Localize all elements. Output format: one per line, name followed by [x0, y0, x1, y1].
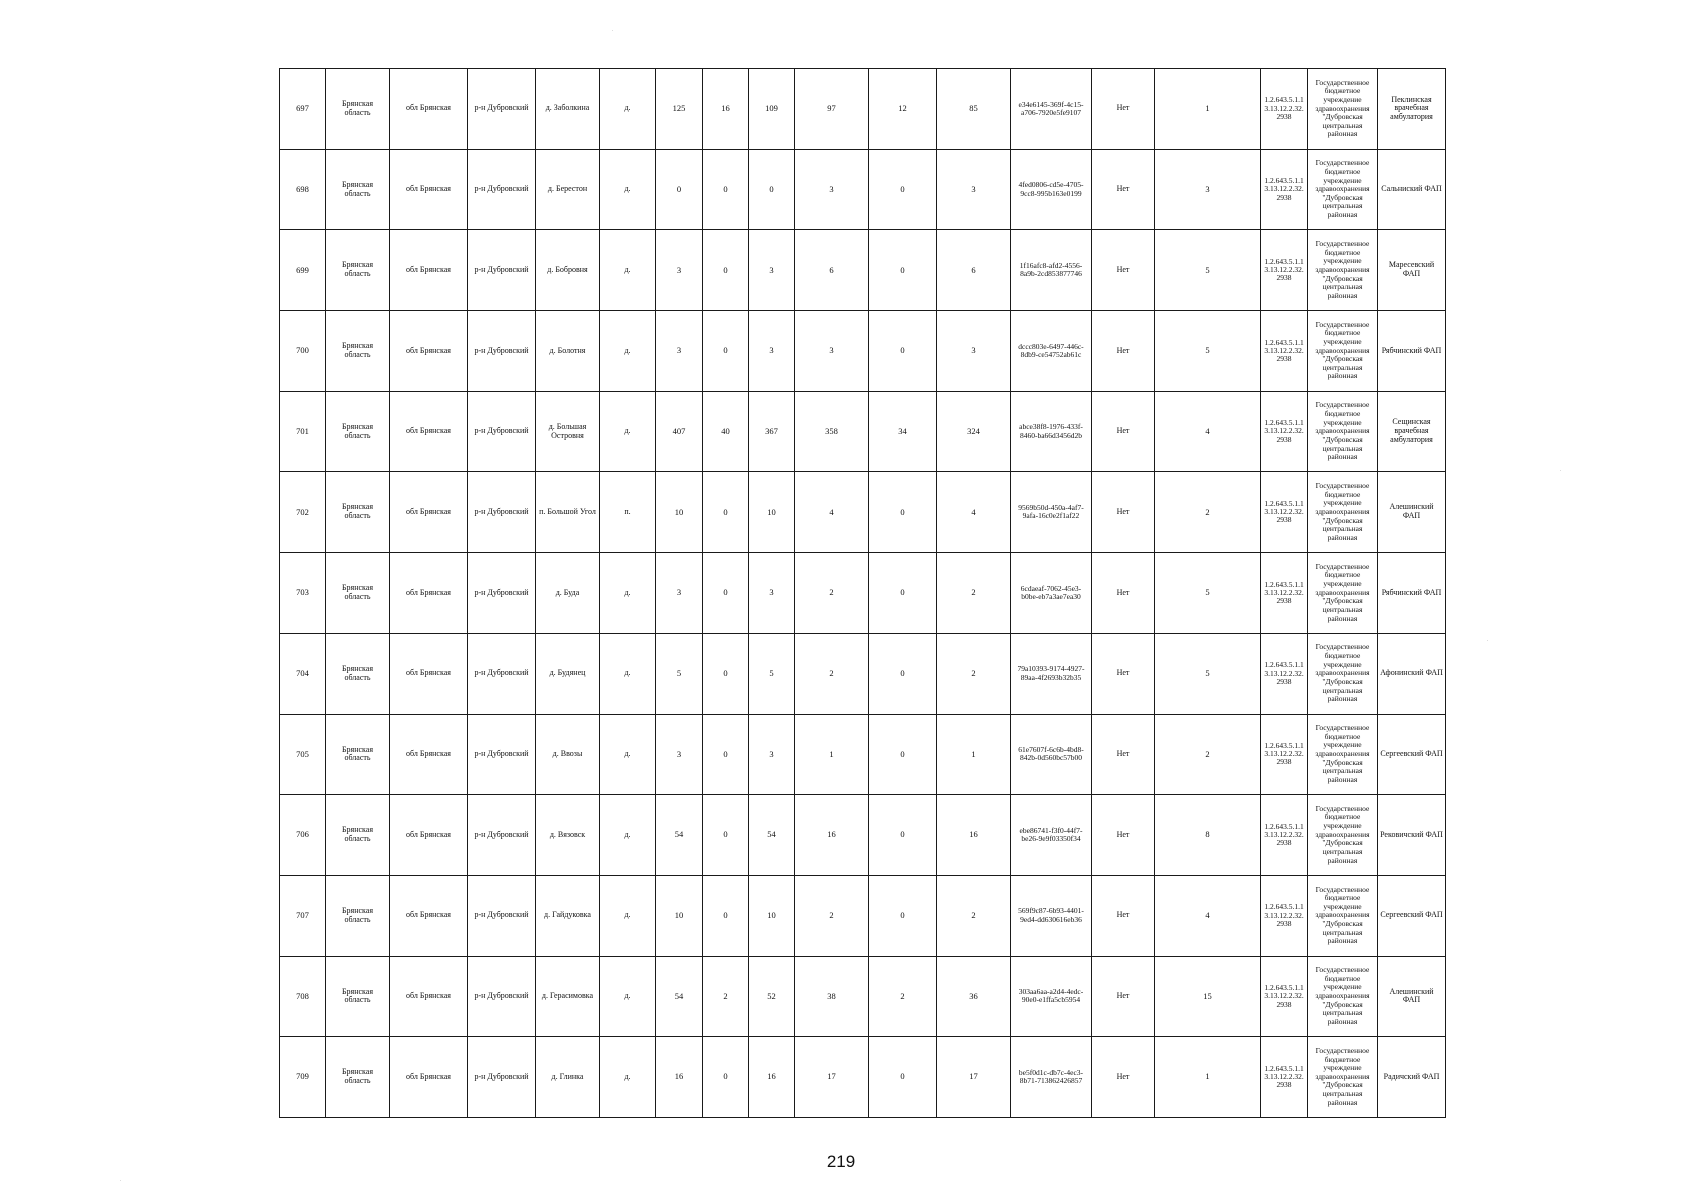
flag-cell: Нет	[1092, 1037, 1155, 1118]
oblast-cell: обл Брянская	[390, 633, 468, 714]
row-number: 697	[280, 69, 326, 150]
oblast-cell: обл Брянская	[390, 149, 468, 230]
count-cell: 2	[1155, 714, 1261, 795]
organization-cell: Государственное бюджетное учреждение здравоохранения "Дубровская центральная районная	[1308, 472, 1378, 553]
settlement-cell: д. Большая Островня	[536, 391, 600, 472]
settlement-type-cell: д.	[600, 956, 656, 1037]
facility-cell: Алешинский ФАП	[1378, 956, 1446, 1037]
value-cell: 0	[703, 230, 749, 311]
guid-cell: abce38f8-1976-433f-8460-ba66d3456d2b	[1011, 391, 1092, 472]
settlement-cell: д. Заболкина	[536, 69, 600, 150]
flag-cell: Нет	[1092, 875, 1155, 956]
value-cell: 54	[749, 795, 795, 876]
value-cell: 17	[795, 1037, 869, 1118]
value-cell: 52	[749, 956, 795, 1037]
district-cell: р-н Дубровский	[468, 69, 536, 150]
facility-cell: Рябчинский ФАП	[1378, 311, 1446, 392]
count-cell: 5	[1155, 553, 1261, 634]
organization-cell: Государственное бюджетное учреждение здравоохранения "Дубровская центральная районная	[1308, 633, 1378, 714]
value-cell: 2	[869, 956, 937, 1037]
value-cell: 17	[937, 1037, 1011, 1118]
row-number: 701	[280, 391, 326, 472]
value-cell: 367	[749, 391, 795, 472]
guid-cell: e34e6145-369f-4c15-a706-7920e5fe9107	[1011, 69, 1092, 150]
value-cell: 2	[937, 553, 1011, 634]
settlement-cell: д. Вязовск	[536, 795, 600, 876]
flag-cell: Нет	[1092, 69, 1155, 150]
table-row	[280, 230, 1446, 311]
oblast-cell: обл Брянская	[390, 714, 468, 795]
district-cell: р-н Дубровский	[468, 230, 536, 311]
oid-cell: 1.2.643.5.1.13.13.12.2.32.2938	[1261, 391, 1308, 472]
value-cell: 0	[703, 311, 749, 392]
value-cell: 0	[869, 553, 937, 634]
settlement-cell: д. Глинка	[536, 1037, 600, 1118]
guid-cell: 4fed0806-cd5e-4705-9cc8-995b163e0199	[1011, 149, 1092, 230]
settlement-cell: д. Берестон	[536, 149, 600, 230]
table-row	[280, 311, 1446, 392]
row-number: 699	[280, 230, 326, 311]
organization-cell: Государственное бюджетное учреждение здравоохранения "Дубровская центральная районная	[1308, 553, 1378, 634]
settlement-type-cell: д.	[600, 230, 656, 311]
settlement-type-cell: д.	[600, 69, 656, 150]
value-cell: 407	[656, 391, 703, 472]
value-cell: 40	[703, 391, 749, 472]
facility-cell: Пеклинская врачебная амбулатория	[1378, 69, 1446, 150]
guid-cell: 61e7607f-6c6b-4bd8-842b-0d560bc57b00	[1011, 714, 1092, 795]
oid-cell: 1.2.643.5.1.13.13.12.2.32.2938	[1261, 956, 1308, 1037]
count-cell: 2	[1155, 472, 1261, 553]
value-cell: 4	[937, 472, 1011, 553]
value-cell: 3	[749, 230, 795, 311]
value-cell: 10	[749, 875, 795, 956]
value-cell: 10	[749, 472, 795, 553]
district-cell: р-н Дубровский	[468, 795, 536, 876]
value-cell: 3	[937, 311, 1011, 392]
district-cell: р-н Дубровский	[468, 149, 536, 230]
organization-cell: Государственное бюджетное учреждение здравоохранения "Дубровская центральная районная	[1308, 391, 1378, 472]
region-cell: Брянская область	[326, 230, 390, 311]
facility-cell: Рябчинский ФАП	[1378, 553, 1446, 634]
value-cell: 3	[795, 149, 869, 230]
value-cell: 0	[703, 714, 749, 795]
table-row	[280, 391, 1446, 472]
region-cell: Брянская область	[326, 472, 390, 553]
district-cell: р-н Дубровский	[468, 875, 536, 956]
count-cell: 4	[1155, 391, 1261, 472]
region-cell: Брянская область	[326, 553, 390, 634]
value-cell: 0	[869, 230, 937, 311]
settlement-cell: д. Болотня	[536, 311, 600, 392]
settlement-cell: д. Герасимовка	[536, 956, 600, 1037]
count-cell: 8	[1155, 795, 1261, 876]
guid-cell: dccc803e-6497-446c-8db9-ce54752ab61c	[1011, 311, 1092, 392]
organization-cell: Государственное бюджетное учреждение здравоохранения "Дубровская центральная районная	[1308, 230, 1378, 311]
facility-cell: Алешинский ФАП	[1378, 472, 1446, 553]
value-cell: 0	[703, 149, 749, 230]
value-cell: 2	[795, 553, 869, 634]
table-row	[280, 956, 1446, 1037]
value-cell: 0	[656, 149, 703, 230]
region-cell: Брянская область	[326, 1037, 390, 1118]
facility-cell: Маресевский ФАП	[1378, 230, 1446, 311]
value-cell: 0	[869, 1037, 937, 1118]
district-cell: р-н Дубровский	[468, 472, 536, 553]
count-cell: 4	[1155, 875, 1261, 956]
oblast-cell: обл Брянская	[390, 230, 468, 311]
flag-cell: Нет	[1092, 633, 1155, 714]
guid-cell: 6cdaeaf-7062-45e3-b0be-eb7a3ae7ea30	[1011, 553, 1092, 634]
value-cell: 16	[703, 69, 749, 150]
oid-cell: 1.2.643.5.1.13.13.12.2.32.2938	[1261, 472, 1308, 553]
oblast-cell: обл Брянская	[390, 69, 468, 150]
value-cell: 0	[869, 149, 937, 230]
value-cell: 3	[749, 311, 795, 392]
value-cell: 0	[869, 633, 937, 714]
count-cell: 5	[1155, 633, 1261, 714]
value-cell: 6	[795, 230, 869, 311]
settlement-cell: д. Гайдуковка	[536, 875, 600, 956]
value-cell: 12	[869, 69, 937, 150]
table-row	[280, 472, 1446, 553]
settlement-type-cell: д.	[600, 875, 656, 956]
value-cell: 16	[749, 1037, 795, 1118]
value-cell: 4	[795, 472, 869, 553]
table-row	[280, 1037, 1446, 1118]
value-cell: 5	[656, 633, 703, 714]
count-cell: 5	[1155, 230, 1261, 311]
count-cell: 1	[1155, 1037, 1261, 1118]
value-cell: 54	[656, 795, 703, 876]
district-cell: р-н Дубровский	[468, 956, 536, 1037]
organization-cell: Государственное бюджетное учреждение здравоохранения "Дубровская центральная районная	[1308, 795, 1378, 876]
guid-cell: be5f0d1c-db7c-4ec3-8b71-713862426857	[1011, 1037, 1092, 1118]
oid-cell: 1.2.643.5.1.13.13.12.2.32.2938	[1261, 633, 1308, 714]
flag-cell: Нет	[1092, 472, 1155, 553]
count-cell: 5	[1155, 311, 1261, 392]
value-cell: 3	[656, 311, 703, 392]
oid-cell: 1.2.643.5.1.13.13.12.2.32.2938	[1261, 311, 1308, 392]
organization-cell: Государственное бюджетное учреждение здравоохранения "Дубровская центральная районная	[1308, 875, 1378, 956]
district-cell: р-н Дубровский	[468, 553, 536, 634]
value-cell: 3	[937, 149, 1011, 230]
settlement-cell: д. Будянец	[536, 633, 600, 714]
value-cell: 0	[869, 311, 937, 392]
row-number: 705	[280, 714, 326, 795]
organization-cell: Государственное бюджетное учреждение здравоохранения "Дубровская центральная районная	[1308, 714, 1378, 795]
value-cell: 3	[795, 311, 869, 392]
table-row	[280, 69, 1446, 150]
value-cell: 34	[869, 391, 937, 472]
value-cell: 2	[795, 875, 869, 956]
flag-cell: Нет	[1092, 149, 1155, 230]
row-number: 702	[280, 472, 326, 553]
oid-cell: 1.2.643.5.1.13.13.12.2.32.2938	[1261, 69, 1308, 150]
facility-cell: Рековичский ФАП	[1378, 795, 1446, 876]
oid-cell: 1.2.643.5.1.13.13.12.2.32.2938	[1261, 1037, 1308, 1118]
row-number: 698	[280, 149, 326, 230]
region-cell: Брянская область	[326, 311, 390, 392]
district-cell: р-н Дубровский	[468, 311, 536, 392]
organization-cell: Государственное бюджетное учреждение здравоохранения "Дубровская центральная районная	[1308, 69, 1378, 150]
value-cell: 5	[749, 633, 795, 714]
flag-cell: Нет	[1092, 391, 1155, 472]
flag-cell: Нет	[1092, 795, 1155, 876]
value-cell: 3	[656, 714, 703, 795]
flag-cell: Нет	[1092, 311, 1155, 392]
value-cell: 0	[703, 553, 749, 634]
table-body	[280, 69, 1446, 1118]
value-cell: 16	[937, 795, 1011, 876]
facility-cell: Сергеевский ФАП	[1378, 875, 1446, 956]
settlement-type-cell: д.	[600, 1037, 656, 1118]
value-cell: 0	[869, 714, 937, 795]
value-cell: 109	[749, 69, 795, 150]
value-cell: 2	[703, 956, 749, 1037]
guid-cell: 569f9c87-6b93-4401-9ed4-dd630616eb36	[1011, 875, 1092, 956]
facility-cell: Радичский ФАП	[1378, 1037, 1446, 1118]
value-cell: 54	[656, 956, 703, 1037]
guid-cell: 79a10393-9174-4927-89aa-4f2693b32b35	[1011, 633, 1092, 714]
flag-cell: Нет	[1092, 956, 1155, 1037]
facility-cell: Афонинский ФАП	[1378, 633, 1446, 714]
table-row	[280, 553, 1446, 634]
value-cell: 0	[703, 633, 749, 714]
organization-cell: Государственное бюджетное учреждение здравоохранения "Дубровская центральная районная	[1308, 149, 1378, 230]
settlement-type-cell: д.	[600, 553, 656, 634]
oblast-cell: обл Брянская	[390, 1037, 468, 1118]
value-cell: 0	[703, 795, 749, 876]
facility-cell: Сальниский ФАП	[1378, 149, 1446, 230]
table-row	[280, 795, 1446, 876]
table-row	[280, 149, 1446, 230]
value-cell: 36	[937, 956, 1011, 1037]
oblast-cell: обл Брянская	[390, 795, 468, 876]
settlement-type-cell: п.	[600, 472, 656, 553]
region-cell: Брянская область	[326, 714, 390, 795]
settlement-cell: п. Большой Угол	[536, 472, 600, 553]
value-cell: 97	[795, 69, 869, 150]
oblast-cell: обл Брянская	[390, 553, 468, 634]
guid-cell: ebe86741-f3f0-44f7-be26-9e9f03350f34	[1011, 795, 1092, 876]
guid-cell: 9569b50d-450a-4af7-9afa-16c0e2f1af22	[1011, 472, 1092, 553]
row-number: 700	[280, 311, 326, 392]
settlement-type-cell: д.	[600, 149, 656, 230]
settlement-type-cell: д.	[600, 391, 656, 472]
region-cell: Брянская область	[326, 69, 390, 150]
settlement-cell: д. Бобровня	[536, 230, 600, 311]
table-row	[280, 714, 1446, 795]
row-number: 704	[280, 633, 326, 714]
value-cell: 6	[937, 230, 1011, 311]
value-cell: 10	[656, 472, 703, 553]
count-cell: 1	[1155, 69, 1261, 150]
region-cell: Брянская область	[326, 149, 390, 230]
value-cell: 3	[656, 553, 703, 634]
value-cell: 10	[656, 875, 703, 956]
value-cell: 2	[795, 633, 869, 714]
oblast-cell: обл Брянская	[390, 875, 468, 956]
organization-cell: Государственное бюджетное учреждение здравоохранения "Дубровская центральная районная	[1308, 311, 1378, 392]
flag-cell: Нет	[1092, 553, 1155, 634]
facility-cell: Сергеевский ФАП	[1378, 714, 1446, 795]
oblast-cell: обл Брянская	[390, 472, 468, 553]
district-cell: р-н Дубровский	[468, 714, 536, 795]
value-cell: 38	[795, 956, 869, 1037]
district-cell: р-н Дубровский	[468, 391, 536, 472]
organization-cell: Государственное бюджетное учреждение здравоохранения "Дубровская центральная районная	[1308, 1037, 1378, 1118]
oblast-cell: обл Брянская	[390, 956, 468, 1037]
row-number: 706	[280, 795, 326, 876]
oid-cell: 1.2.643.5.1.13.13.12.2.32.2938	[1261, 714, 1308, 795]
value-cell: 0	[703, 472, 749, 553]
row-number: 703	[280, 553, 326, 634]
region-cell: Брянская область	[326, 795, 390, 876]
settlement-cell: д. Ввозы	[536, 714, 600, 795]
organization-cell: Государственное бюджетное учреждение здравоохранения "Дубровская центральная районная	[1308, 956, 1378, 1037]
value-cell: 0	[869, 875, 937, 956]
region-cell: Брянская область	[326, 633, 390, 714]
oblast-cell: обл Брянская	[390, 311, 468, 392]
settlement-type-cell: д.	[600, 311, 656, 392]
oid-cell: 1.2.643.5.1.13.13.12.2.32.2938	[1261, 149, 1308, 230]
settlement-type-cell: д.	[600, 633, 656, 714]
region-cell: Брянская область	[326, 956, 390, 1037]
value-cell: 0	[749, 149, 795, 230]
oblast-cell: обл Брянская	[390, 391, 468, 472]
value-cell: 0	[869, 795, 937, 876]
value-cell: 2	[937, 875, 1011, 956]
settlements-table	[279, 68, 1446, 1118]
value-cell: 324	[937, 391, 1011, 472]
district-cell: р-н Дубровский	[468, 633, 536, 714]
guid-cell: 303aa6aa-a2d4-4edc-90e0-e1ffa5cb5954	[1011, 956, 1092, 1037]
value-cell: 3	[749, 714, 795, 795]
settlement-type-cell: д.	[600, 714, 656, 795]
flag-cell: Нет	[1092, 714, 1155, 795]
value-cell: 358	[795, 391, 869, 472]
region-cell: Брянская область	[326, 391, 390, 472]
settlement-type-cell: д.	[600, 795, 656, 876]
value-cell: 2	[937, 633, 1011, 714]
count-cell: 3	[1155, 149, 1261, 230]
value-cell: 1	[937, 714, 1011, 795]
value-cell: 85	[937, 69, 1011, 150]
value-cell: 125	[656, 69, 703, 150]
table-row	[280, 875, 1446, 956]
value-cell: 1	[795, 714, 869, 795]
value-cell: 0	[703, 875, 749, 956]
value-cell: 0	[869, 472, 937, 553]
row-number: 707	[280, 875, 326, 956]
value-cell: 0	[703, 1037, 749, 1118]
oid-cell: 1.2.643.5.1.13.13.12.2.32.2938	[1261, 795, 1308, 876]
settlement-cell: д. Буда	[536, 553, 600, 634]
oid-cell: 1.2.643.5.1.13.13.12.2.32.2938	[1261, 553, 1308, 634]
region-cell: Брянская область	[326, 875, 390, 956]
district-cell: р-н Дубровский	[468, 1037, 536, 1118]
row-number: 708	[280, 956, 326, 1037]
value-cell: 16	[795, 795, 869, 876]
flag-cell: Нет	[1092, 230, 1155, 311]
value-cell: 3	[656, 230, 703, 311]
value-cell: 3	[749, 553, 795, 634]
oid-cell: 1.2.643.5.1.13.13.12.2.32.2938	[1261, 230, 1308, 311]
count-cell: 15	[1155, 956, 1261, 1037]
value-cell: 16	[656, 1037, 703, 1118]
oid-cell: 1.2.643.5.1.13.13.12.2.32.2938	[1261, 875, 1308, 956]
row-number: 709	[280, 1037, 326, 1118]
table-row	[280, 633, 1446, 714]
page-number: 219	[826, 1152, 856, 1171]
guid-cell: 1f16afc8-afd2-4556-8a9b-2cd853877746	[1011, 230, 1092, 311]
facility-cell: Сещинская врачебная амбулатория	[1378, 391, 1446, 472]
